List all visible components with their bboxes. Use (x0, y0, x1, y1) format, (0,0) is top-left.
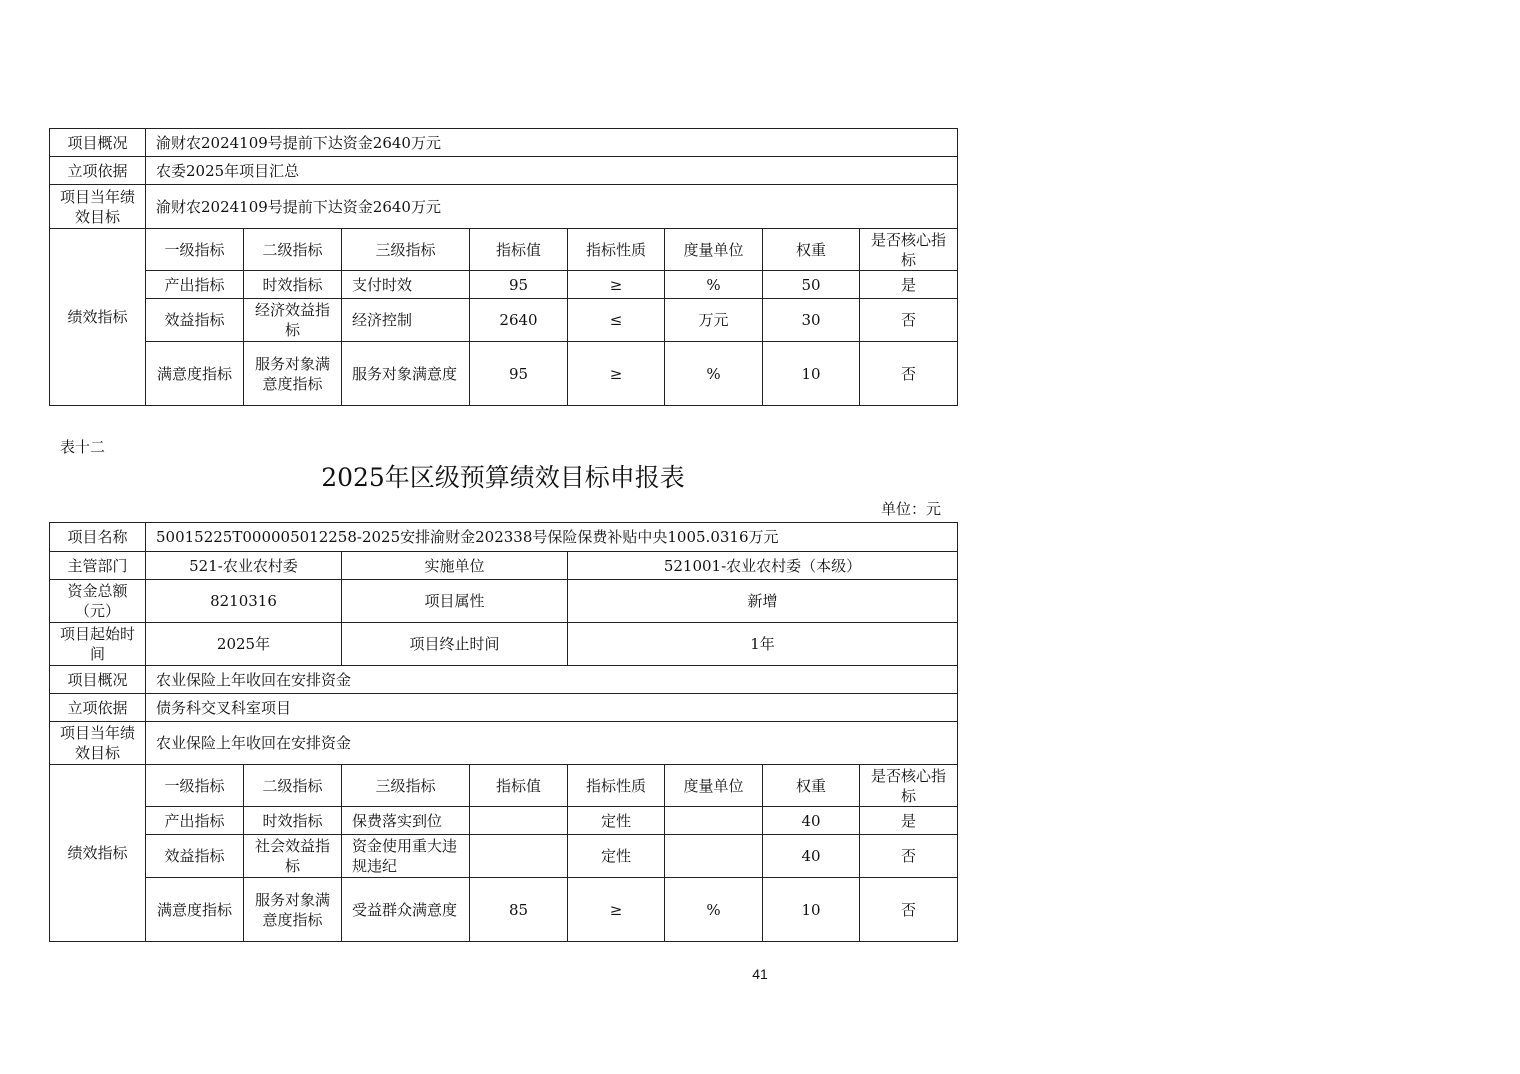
table-cell (665, 835, 763, 878)
table-cell: 社会效益指标 (244, 835, 342, 878)
table-cell (470, 807, 568, 835)
table-cell: 定性 (568, 807, 665, 835)
table-cell: 时效指标 (244, 807, 342, 835)
basis-label: 立项依据 (50, 157, 146, 185)
table-cell: 2640 (470, 299, 568, 342)
table-cell: 时效指标 (244, 271, 342, 299)
header-cell: 是否核心指标 (860, 765, 958, 807)
table-cell: 产出指标 (146, 271, 244, 299)
header-cell: 一级指标 (146, 765, 244, 807)
table-cell: 50 (763, 271, 860, 299)
table-cell: 效益指标 (146, 835, 244, 878)
table-cell: ≤ (568, 299, 665, 342)
table-cell (470, 835, 568, 878)
table-cell: 受益群众满意度 (342, 878, 470, 942)
basis-value: 债务科交叉科室项目 (146, 694, 958, 722)
overview-label: 项目概况 (50, 129, 146, 157)
table-cell: 服务对象满意度 (342, 342, 470, 406)
table-cell: 否 (860, 342, 958, 406)
page-number: 41 (752, 966, 768, 982)
table-cell: 万元 (665, 299, 763, 342)
overview-label: 项目概况 (50, 666, 146, 694)
table-row (50, 271, 958, 299)
header-cell: 三级指标 (342, 765, 470, 807)
table-cell: 40 (763, 807, 860, 835)
basis-label: 立项依据 (50, 694, 146, 722)
funds-label: 资金总额（元） (50, 580, 146, 623)
table-cell: 10 (763, 342, 860, 406)
dept-value: 521-农业农村委 (146, 552, 342, 580)
table-cell: 40 (763, 835, 860, 878)
table-cell: 服务对象满意度指标 (244, 342, 342, 406)
header-cell: 指标性质 (568, 765, 665, 807)
table-cell: 支付时效 (342, 271, 470, 299)
goal-label: 项目当年绩效目标 (50, 185, 146, 229)
header-cell: 二级指标 (244, 765, 342, 807)
table-cell: 效益指标 (146, 299, 244, 342)
overview-value: 农业保险上年收回在安排资金 (146, 666, 958, 694)
attr-value: 新增 (568, 580, 958, 623)
table-cell: 资金使用重大违规违纪 (342, 835, 470, 878)
perf-indicators-label: 绩效指标 (50, 229, 146, 406)
table-cell: 85 (470, 878, 568, 942)
table-row (50, 835, 958, 878)
table-cell: % (665, 878, 763, 942)
impl-unit-label: 实施单位 (342, 552, 568, 580)
header-cell: 度量单位 (665, 765, 763, 807)
goal-value: 渝财农2024109号提前下达资金2640万元 (146, 185, 958, 229)
overview-value: 渝财农2024109号提前下达资金2640万元 (146, 129, 958, 157)
table-cell: 是 (860, 807, 958, 835)
goal-value: 农业保险上年收回在安排资金 (146, 722, 958, 765)
table-cell: ≥ (568, 271, 665, 299)
end-label: 项目终止时间 (342, 623, 568, 666)
attr-label: 项目属性 (342, 580, 568, 623)
table-cell: 95 (470, 271, 568, 299)
table-number-label: 表十二 (60, 438, 106, 456)
previous-project-table (49, 128, 958, 406)
header-cell: 一级指标 (146, 229, 244, 271)
table-cell: % (665, 271, 763, 299)
table-row (50, 807, 958, 835)
header-cell: 是否核心指标 (860, 229, 958, 271)
basis-value: 农委2025年项目汇总 (146, 157, 958, 185)
header-cell: 三级指标 (342, 229, 470, 271)
table-cell: 经济控制 (342, 299, 470, 342)
table-cell: 保费落实到位 (342, 807, 470, 835)
dept-label: 主管部门 (50, 552, 146, 580)
table-cell: 服务对象满意度指标 (244, 878, 342, 942)
table-cell: 满意度指标 (146, 342, 244, 406)
table-cell: 经济效益指标 (244, 299, 342, 342)
table-cell: 否 (860, 878, 958, 942)
table-cell: ≥ (568, 878, 665, 942)
table-cell: % (665, 342, 763, 406)
goal-label: 项目当年绩效目标 (50, 722, 146, 765)
table-cell: 否 (860, 299, 958, 342)
table-cell: ≥ (568, 342, 665, 406)
page-title: 2025年区级预算绩效目标申报表 (321, 463, 685, 492)
impl-unit-value: 521001-农业农村委（本级） (568, 552, 958, 580)
header-cell: 度量单位 (665, 229, 763, 271)
table-cell: 30 (763, 299, 860, 342)
start-value: 2025年 (146, 623, 342, 666)
start-label: 项目起始时间 (50, 623, 146, 666)
table-cell: 产出指标 (146, 807, 244, 835)
header-cell: 指标性质 (568, 229, 665, 271)
table-cell: 定性 (568, 835, 665, 878)
table-row (50, 878, 958, 942)
header-cell: 权重 (763, 765, 860, 807)
header-cell: 二级指标 (244, 229, 342, 271)
table-row (50, 299, 958, 342)
table-cell: 否 (860, 835, 958, 878)
funds-value: 8210316 (146, 580, 342, 623)
table-cell: 95 (470, 342, 568, 406)
table-cell: 满意度指标 (146, 878, 244, 942)
project-name-label: 项目名称 (50, 523, 146, 552)
table-cell: 10 (763, 878, 860, 942)
table-cell (665, 807, 763, 835)
header-cell: 权重 (763, 229, 860, 271)
table-cell: 是 (860, 271, 958, 299)
budget-performance-table (49, 522, 958, 942)
header-cell: 指标值 (470, 765, 568, 807)
perf-indicators-label: 绩效指标 (50, 765, 146, 942)
unit-label: 单位：元 (881, 500, 942, 518)
header-cell: 指标值 (470, 229, 568, 271)
project-name-value: 50015225T000005012258-2025安排渝财金202338号保险保费补贴中央1005.0316万元 (146, 523, 958, 552)
end-value: 1年 (568, 623, 958, 666)
table-row (50, 342, 958, 406)
